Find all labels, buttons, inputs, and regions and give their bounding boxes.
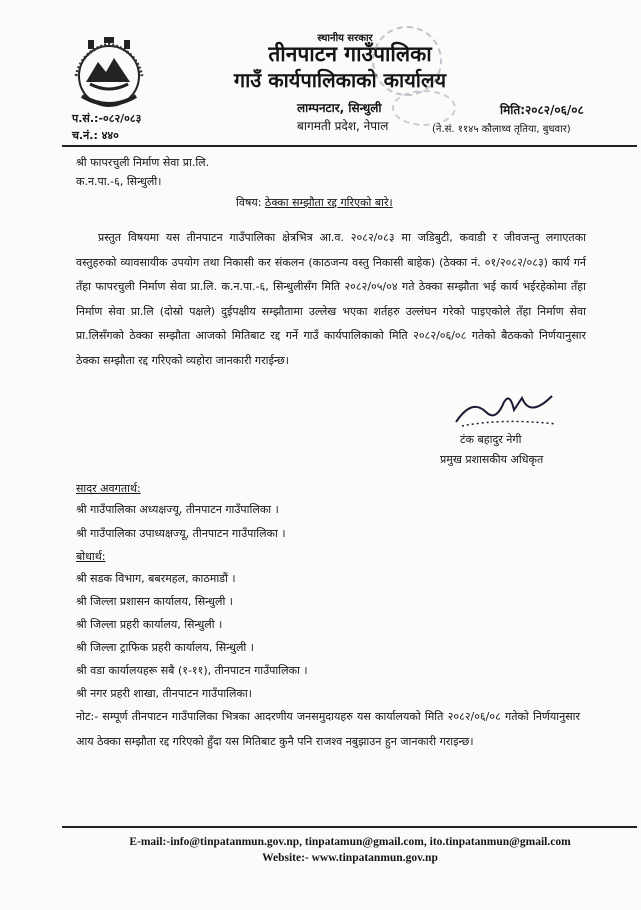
letter-date: मिति:२०८२/०६/०८ xyxy=(500,103,584,117)
cc-action-item: श्री जिल्ला प्रशासन कार्यालय, सिन्धुली । xyxy=(76,595,233,608)
cc-action-item: श्री नगर प्रहरी शाखा, तीनपाटन गाउँपालिका। xyxy=(76,687,252,700)
cc-info-heading: सादर अवगतार्थ: xyxy=(76,482,141,495)
cc-info-item: श्री गाउँपालिका उपाध्यक्षज्यू, तीनपाटन गाउँपालिका । xyxy=(76,527,286,540)
subject-label: विषय: xyxy=(236,196,262,209)
signatory-title: प्रमुख प्रशासकीय अधिकृत xyxy=(440,453,544,466)
cc-info-item: श्री गाउँपालिका अध्यक्षज्यू, तीनपाटन गाउँपालिका । xyxy=(76,503,279,516)
local-govt-label: स्थानीय सरकार xyxy=(317,33,373,44)
signatory-name: टंक बहादुर नेगी xyxy=(460,433,522,446)
cc-action-item: श्री वडा कार्यालयहरू सबै (१-११), तीनपाटन गाउँपालिका । xyxy=(76,664,308,677)
cc-action-heading: बोधार्थ: xyxy=(76,550,106,563)
subject-text: ठेक्का सम्झौता रद्द गरिएको बारे। xyxy=(264,196,393,209)
municipality-name: तीनपाटन गाउँपालिका xyxy=(268,42,432,66)
public-notice-note: नोट:- सम्पूर्ण तीनपाटन गाउँपालिका भित्रका आदरणीय जनसमुदायहरु यस कार्यालयको मिति २०८२/०६/०८ गतेको निर्णयानुसार आय ठेक्का सम्झौता रद्द गरिएको हुँदा यस मितिबाट कुनै पनि राजश्व नबुझाउन हुन जानकारी गराइन्छ। xyxy=(76,710,580,748)
reference-number: प.सं.:-०८२/०८३ xyxy=(72,112,142,125)
address-line-1: लाम्पनटार, सिन्धुली xyxy=(297,101,382,115)
header-divider xyxy=(62,145,637,147)
cc-action-item: श्री सडक विभाग, बबरमहल, काठमाडौं । xyxy=(76,572,236,585)
footer-website: Website:- www.tinpatanmun.gov.np xyxy=(262,852,438,864)
recipient-name: श्री फापरचुली निर्माण सेवा प्रा.लि. xyxy=(76,156,210,169)
address-line-2: बागमती प्रदेश, नेपाल xyxy=(297,119,389,133)
office-name: गाउँ कार्यपालिकाको कार्यालय xyxy=(233,68,447,92)
letter-body-paragraph: प्रस्तुत विषयमा यस तीनपाटन गाउँपालिका क्षेत्रभित्र आ.व. २०८२/०८३ मा जडिबुटी, कवाडी र जीवजन्तु लगाएतका वस्तुहरुको व्यावसायीक उपयोग तथा निकासी कर संकलन (काठजन्य वस्तु निकासी बाहेक) (ठेक्का नं. ०१/२०८२/०८३) कार्य गर्न तँहा फापरचुली निर्माण सेवा प्रा.लि. क.न.पा.-६, सिन्धुलीसँग मिति २०८२/०५/०४ गते ठेक्का सम्झौता भई कार्य भईरहेकोमा तँहा निर्माण सेवा प्रा.लि (दोस्रो पक्षले) दुईपक्षीय सम्झौतामा उल्लेख भएका शर्तहरु उल्लंघन गरेको पाइएकोले तँहा निर्माण सेवा प्रा.लिसँगको ठेक्का सम्झौता आजको मितिबाट रद्द गर्ने गाउँ कार्यपालिकाको मिति २०८२/०६/०८ गतेको बैठकको निर्णयानुसार ठेक्का सम्झौता रद्द गरिएको व्यहोरा जानकारी गराईन्छ। xyxy=(76,231,586,367)
cc-action-item: श्री जिल्ला प्रहरी कार्यालय, सिन्धुली । xyxy=(76,618,223,631)
footer-emails: E-mail:-info@tinpatanmun.gov.np, tinpatamun@gmail.com, ito.tinpatanmun@gmail.com xyxy=(129,836,571,848)
subject-line xyxy=(236,195,393,210)
nepal-emblem-logo xyxy=(64,36,154,116)
dispatch-number: च.नं.: ४४० xyxy=(72,129,119,142)
footer-divider xyxy=(62,826,637,828)
cc-action-item: श्री जिल्ला ट्राफिक प्रहरी कार्यालय, सिन्धुली । xyxy=(76,641,254,654)
signature xyxy=(452,388,562,432)
office-stamp xyxy=(372,26,442,96)
recipient-address: क.न.पा.-६, सिन्धुली। xyxy=(76,175,162,188)
letter-date-note: (ने.सं. ११४५ कौलाथ्व तृतिया, बुधवार) xyxy=(432,124,571,135)
